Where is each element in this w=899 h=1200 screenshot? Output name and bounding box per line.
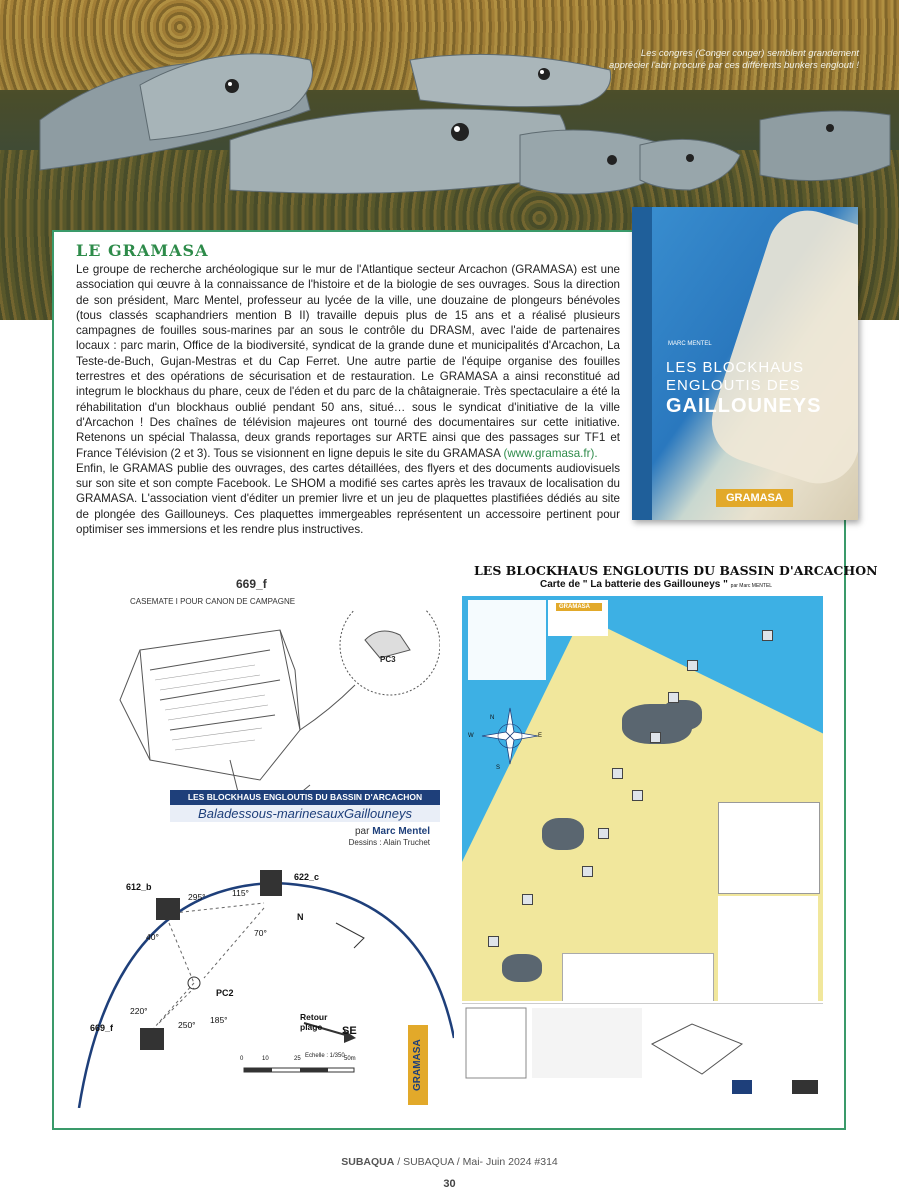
plate-banner-top: LES BLOCKHAUS ENGLOUTIS DU BASSIN D'ARCACHON <box>170 790 440 805</box>
map-rock-4 <box>502 954 542 982</box>
scale-label: Echelle : 1/350 <box>305 1053 345 1059</box>
compass-e: E <box>538 733 543 739</box>
angle-250: 250° <box>178 1020 196 1030</box>
battery-map <box>462 596 823 1001</box>
book-title-line-1: LES BLOCKHAUS <box>666 359 805 376</box>
book-cover <box>632 207 858 520</box>
label-southeast: SE <box>342 1025 357 1037</box>
scale-tick-50m: 50m <box>344 1056 356 1062</box>
article-heading: LE GRAMASA <box>76 241 209 260</box>
label-669-f: 669_f <box>90 1023 114 1033</box>
map-subtitle <box>540 579 772 590</box>
map-blockhaus <box>582 866 593 877</box>
scale-tick-0: 0 <box>240 1056 244 1062</box>
map-title: LES BLOCKHAUS ENGLOUTIS DU BASSIN D'ARCACHON <box>474 563 878 578</box>
map-blockhaus <box>632 790 643 801</box>
map-blockhaus <box>522 894 533 905</box>
footer-issue: SUBAQUA / Mai- Juin 2024 #314 <box>403 1156 558 1168</box>
angle-295: 295° <box>188 892 206 902</box>
compass-rose-icon <box>480 706 543 766</box>
angle-40: 40° <box>146 932 159 942</box>
angle-185: 185° <box>210 1015 228 1025</box>
compass-n: N <box>490 715 495 721</box>
scale-tick-25: 25 <box>294 1056 301 1062</box>
page-number: 30 <box>443 1178 456 1190</box>
book-spine <box>632 207 652 520</box>
byline-name: Marc Mentel <box>372 826 430 837</box>
map-legend-logo: GRAMASA <box>556 603 602 611</box>
map-legend <box>468 600 546 680</box>
map-location-inset <box>718 802 820 894</box>
book-title-line-2: ENGLOUTIS DES <box>666 377 801 394</box>
map-subtitle-text: Carte de " La batterie des Gaillouneys " <box>540 579 728 590</box>
footer-separator: / <box>394 1156 404 1168</box>
map-blockhaus <box>668 692 679 703</box>
map-blockhaus <box>762 630 773 641</box>
map-table <box>562 953 714 1001</box>
angle-220: 220° <box>130 1006 148 1016</box>
plate-banner-bottom: Baladessous-marinesauxGaillouneys <box>170 805 440 822</box>
map-blockhaus <box>598 828 609 839</box>
scale-tick-10: 10 <box>262 1056 269 1062</box>
angle-70: 70° <box>254 928 267 938</box>
map-rock-3 <box>542 818 584 850</box>
label-622-c: 622_c <box>294 872 320 882</box>
dive-route-diagram <box>74 858 454 1108</box>
map-bottom-panel <box>462 1003 823 1099</box>
vertical-gramasa-logo: GRAMASA <box>408 1025 428 1105</box>
map-notes <box>718 896 818 1001</box>
angle-115: 115° <box>232 888 249 898</box>
book-title-line-3: GAILLOUNEYS <box>666 395 822 417</box>
label-north: N <box>297 912 304 922</box>
article-paragraph-2: Enfin, le GRAMAS publie des ouvrages, des cartes détaillées, des flyers et des documents audiovisuels sur son site et son compte Facebook. Le SHOM a modifié ses cartes après les travaux de localisation du GRAMASA. L'association vient d'éditer un premier livre et un jeu de plaquettes plastifiées dédiés au site de plongée des Gaillouneys. Ces plaquettes immergeables représentent un accessoire pertinent pour optimiser ses immersions et les rendre plus instructives. <box>76 461 620 537</box>
photo-caption: Les congres (Conger conger) semblent grandement apprécier l'abri procuré par ces différents bunkers englouti ! <box>609 48 860 71</box>
casemate-subtitle: CASEMATE I POUR CANON DE CAMPAGNE <box>130 597 296 606</box>
map-rock-2 <box>662 700 702 730</box>
publisher-logo: GRAMASA <box>716 489 793 507</box>
casemate-code: 669_f <box>236 577 267 591</box>
map-blockhaus <box>687 660 698 671</box>
compass-s: S <box>496 765 501 771</box>
label-612-b: 612_b <box>126 882 152 892</box>
map-bottom-sketches <box>462 1004 823 1099</box>
book-author: MARC MENTEL <box>668 341 712 347</box>
map-subtitle-credit: par Marc MENTEL <box>730 583 773 589</box>
plate-credit: Dessins : Alain Truchet <box>348 838 430 847</box>
footer-magazine: SUBAQUA <box>341 1156 395 1168</box>
article-paragraph-1: Le groupe de recherche archéologique sur le mur de l'Atlantique secteur Arcachon (GRAMASA) est une association qui œuvre à la connaissance de l'histoire et de la biologie de ses ouvrages. Sous la direction de son président, Marc Mentel, professeur au lycée de la ville, une douzaine de plongeurs bénévoles (tous classés scaphandriers mention B II) travaille depuis plus de 15 ans et a réalisé plusieurs campagnes de fouilles sous-marines par an sous le contrôle du DRASM, avec l'aide de partenaires locaux : parc marin, Office de la biodiversité, syndicat de la grande dune et municipalités d'Arcachon, La Teste-de-Buch, Gujan-Mestras et du Cap Ferret. Une autre partie de l'équipe organise des fouilles terrestres et des opérations de sécurisation et de restauration. Le GRAMASA a ainsi reconstitué ad integrum le blockhaus du phare, ceux de l'éden et du parc de la châtaigneraie. Très spectaculaire a été la réhabilitation d'un blockhaus oublié pendant 50 ans, situé… sous le syndicat d'initiative de la ville d'Arcachon ! Des chaînes de télévision majeures ont tourné des documentaires sur cette initiative. Retenons un spécial Thalassa, deux grands reportages sur ARTE ainsi que des passages sur TF1 et France Télévision (2 et 3). Tous se visionnent en ligne depuis le site du GRAMASA <box>76 263 620 460</box>
page-footer <box>0 1156 899 1168</box>
label-pc2: PC2 <box>216 988 234 998</box>
gramasa-website-link[interactable]: (www.gramasa.fr). <box>503 446 598 460</box>
plate-byline <box>300 826 430 837</box>
map-blockhaus <box>488 936 499 947</box>
article-body <box>76 262 620 537</box>
cover-dune <box>701 207 858 494</box>
compass-w: W <box>468 733 474 739</box>
map-info-box <box>548 600 608 636</box>
map-blockhaus <box>612 768 623 779</box>
map-blockhaus <box>650 732 661 743</box>
inset-label: PC3 <box>380 655 396 664</box>
byline-prefix: par <box>354 826 370 837</box>
return-beach-label: Retour plage <box>300 1012 328 1032</box>
